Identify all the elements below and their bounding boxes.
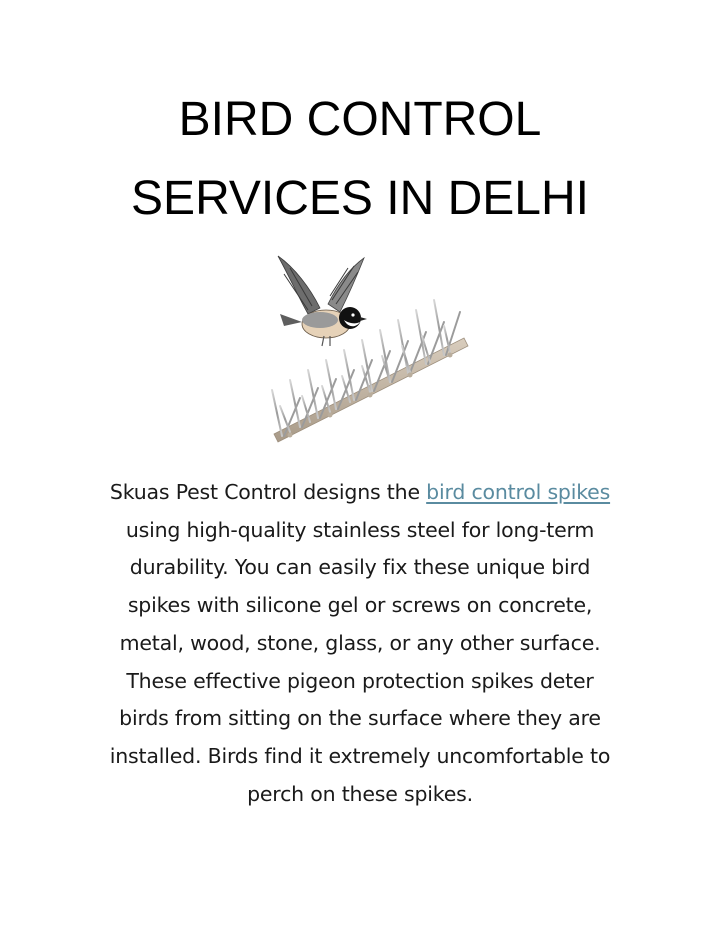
description-paragraph [100, 474, 620, 813]
spike-strip [272, 300, 468, 442]
title-line-1: BIRD CONTROL [178, 93, 542, 146]
chickadee-bird [278, 256, 367, 346]
bird-on-spikes-icon [250, 238, 472, 464]
paragraph-text-intro: Skuas Pest Control designs the [109, 480, 427, 504]
paragraph-text-body: using high-quality stainless steel for long-term durability. You can easily fix these unique bird spikes with silicone gel or screws on concrete, metal, wood, stone, glass, or any other surface. These effective pigeon protection spikes deter birds from sitting on the surface where they are installed. Birds find it extremely uncomfortable to perch on these spikes. [109, 517, 611, 806]
title-line-2: SERVICES IN DELHI [131, 172, 589, 225]
bird-control-spikes-link[interactable]: bird control spikes [426, 480, 611, 504]
page-title [0, 80, 720, 238]
